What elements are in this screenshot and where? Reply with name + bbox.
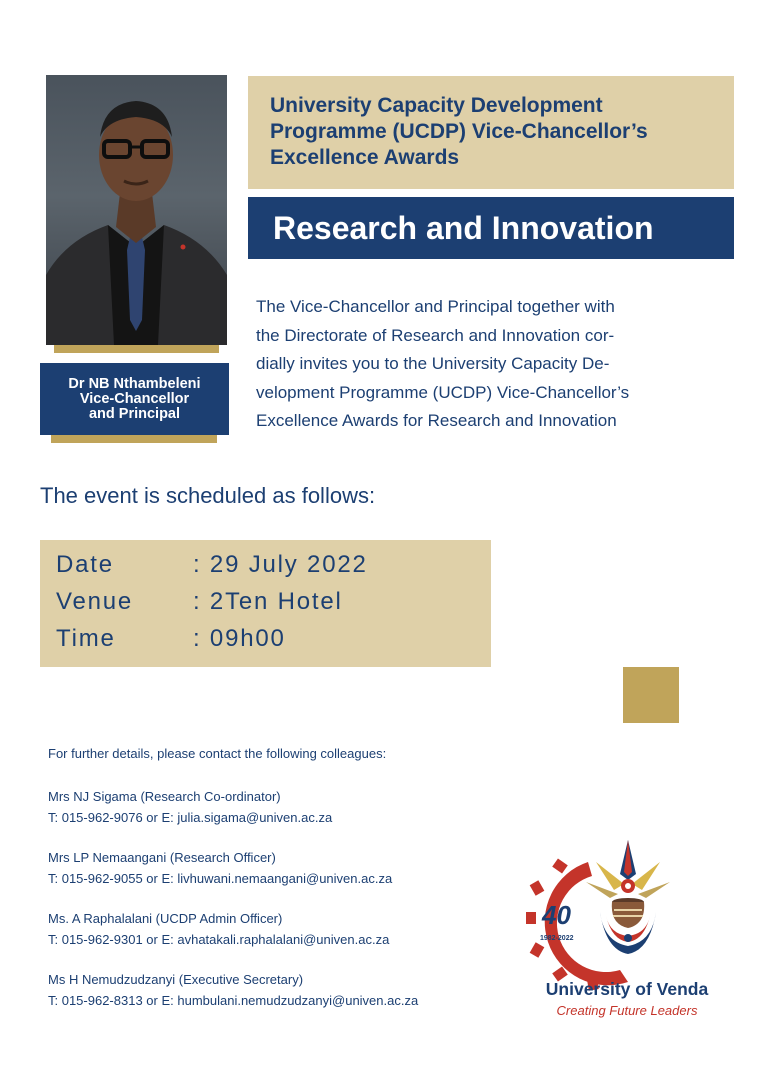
contact-entry — [48, 908, 389, 950]
contact-details: T: 015-962-9076 or E: julia.sigama@univen.ac.za — [48, 810, 333, 825]
event-title-line-2: Programme (UCDP) Vice-Chancellor’s — [270, 120, 648, 143]
schedule-heading: The event is scheduled as follows: — [40, 483, 376, 508]
event-title-line-3: Excellence Awards — [270, 146, 460, 169]
portrait-icon — [46, 75, 227, 345]
schedule-box — [40, 540, 491, 667]
contact-details: T: 015-962-8313 or E: humbulani.nemudzudzanyi@univen.ac.za — [48, 993, 419, 1008]
event-title-line-1: University Capacity Development — [270, 94, 603, 117]
invitation-line: Excellence Awards for Research and Innovation — [256, 411, 617, 430]
contact-name: Ms. A Raphalalani (UCDP Admin Officer) — [48, 911, 283, 926]
university-logo — [510, 832, 720, 992]
invitation-text — [256, 293, 730, 436]
contact-details: T: 015-962-9301 or E: avhatakali.raphalalani@univen.ac.za — [48, 932, 390, 947]
contact-entry — [48, 847, 392, 889]
university-name: University of Venda — [545, 979, 709, 999]
schedule-row-venue — [56, 588, 343, 616]
event-title-box — [248, 76, 734, 189]
person-name: Dr NB Nthambeleni — [68, 375, 201, 392]
university-crest-icon — [510, 832, 720, 992]
schedule-value: : 09h00 — [193, 625, 286, 652]
photo-accent-bar — [54, 344, 219, 353]
contact-name: Mrs LP Nemaangani (Research Officer) — [48, 850, 276, 865]
invitation-line: the Directorate of Research and Innovation cor- — [256, 325, 615, 345]
invitation-line: velopment Programme (UCDP) Vice-Chancellor’s — [256, 382, 630, 402]
schedule-label: Date — [56, 551, 114, 578]
person-name-box — [40, 363, 229, 435]
event-subtitle: Research and Innovation — [248, 197, 734, 259]
person-title-line-1: Vice-Chancellor — [79, 390, 190, 407]
svg-text:40: 40 — [542, 900, 571, 930]
decorative-square — [623, 667, 679, 723]
schedule-value: : 2Ten Hotel — [193, 588, 343, 615]
schedule-row-date — [56, 551, 368, 579]
contact-name: Mrs NJ Sigama (Research Co-ordinator) — [48, 789, 281, 804]
schedule-row-time — [56, 625, 286, 653]
contact-details: T: 015-962-9055 or E: livhuwani.nemaangani@univen.ac.za — [48, 871, 393, 886]
contacts-intro: For further details, please contact the following colleagues: — [48, 746, 387, 761]
svg-text:1982-2022: 1982-2022 — [540, 935, 574, 942]
schedule-label: Venue — [56, 588, 134, 615]
portrait-photo — [46, 75, 227, 345]
person-title-line-2: and Principal — [88, 405, 181, 422]
university-tagline: Creating Future Leaders — [556, 1003, 698, 1018]
schedule-value: : 29 July 2022 — [193, 551, 368, 578]
contact-entry — [48, 786, 332, 828]
invitation-line: dially invites you to the University Capacity De- — [256, 354, 610, 373]
name-accent-bar — [51, 435, 217, 443]
schedule-label: Time — [56, 625, 116, 652]
invitation-line: The Vice-Chancellor and Principal together with — [256, 297, 615, 316]
contact-name: Ms H Nemudzudzanyi (Executive Secretary) — [48, 972, 304, 987]
contact-entry — [48, 969, 418, 1011]
